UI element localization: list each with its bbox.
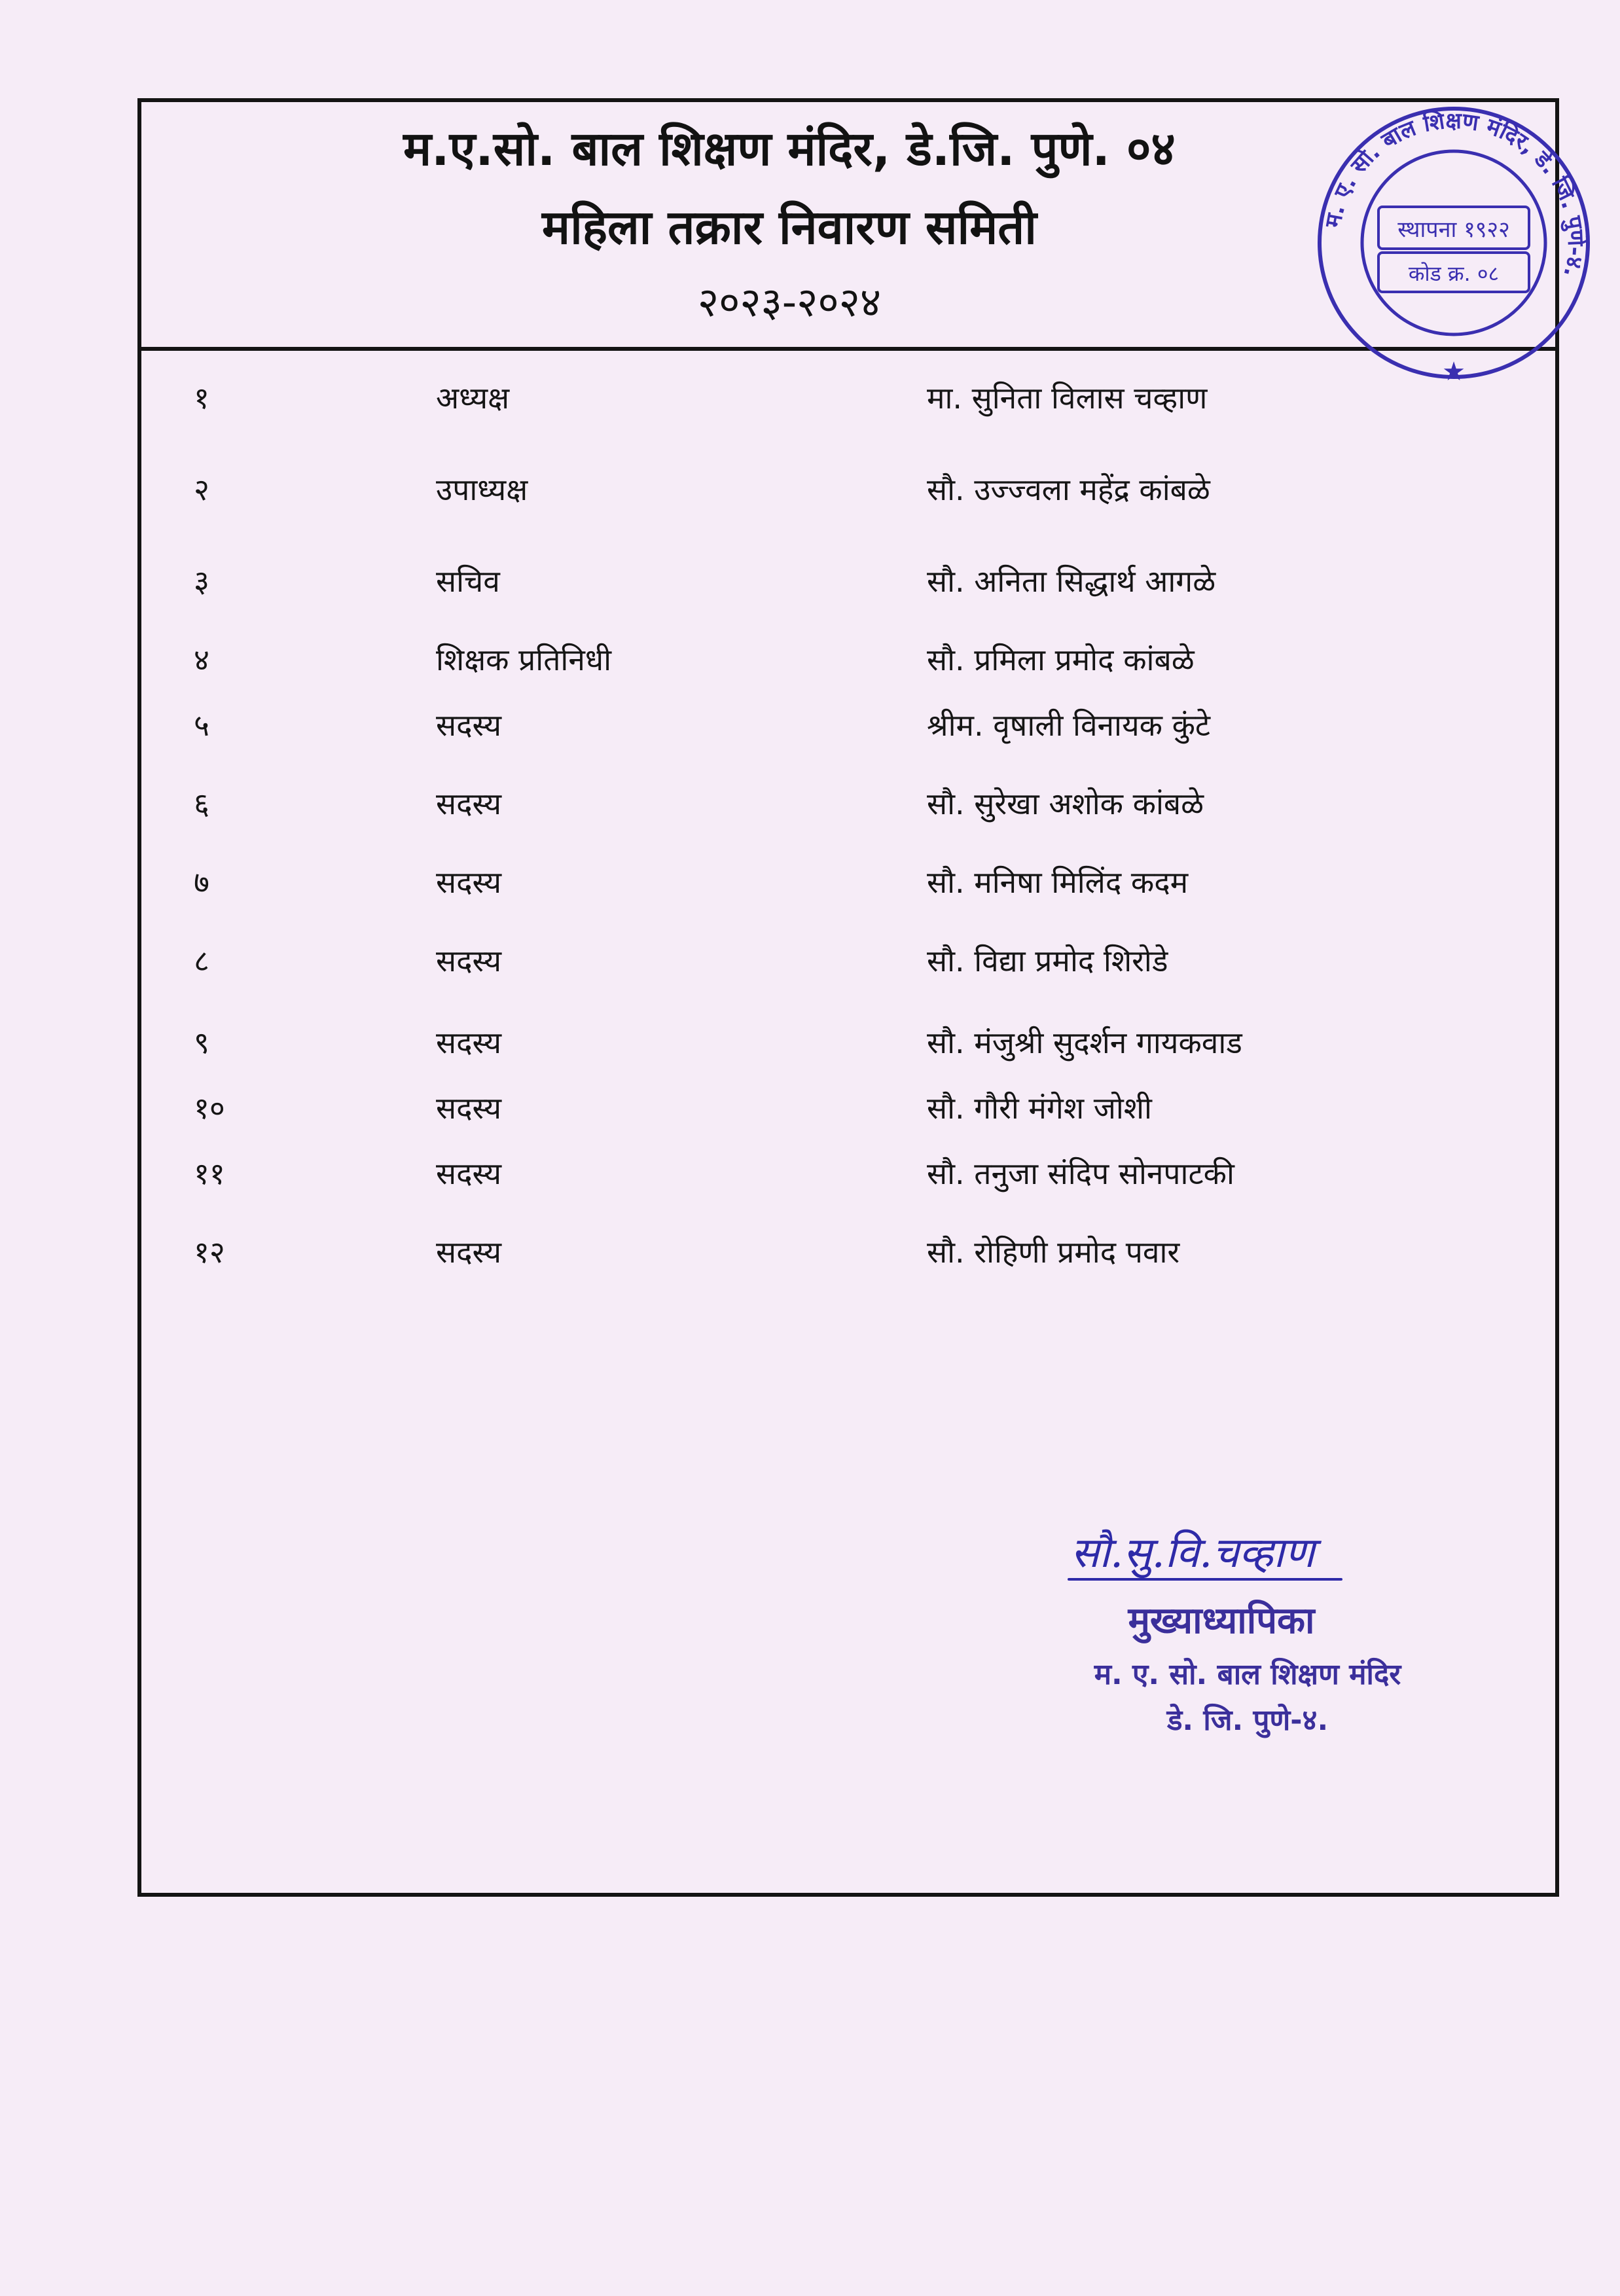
list-item xyxy=(141,1231,1555,1277)
member-name: मा. सुनिता विलास चव्हाण xyxy=(927,380,1208,416)
list-item xyxy=(141,1087,1555,1133)
stamp-ring-text: म. ए. सो. बाल शिक्षण मंदिर, डे. जि. पुणे-४. xyxy=(1320,107,1589,280)
member-name: सौ. तनुजा संदिप सोनपाटकी xyxy=(927,1156,1234,1191)
member-name: सौ. सुरेखा अशोक कांबळे xyxy=(927,786,1204,821)
member-number: ३ xyxy=(194,564,209,599)
member-number: ६ xyxy=(194,786,209,821)
member-name: सौ. मनिषा मिलिंद कदम xyxy=(927,865,1189,900)
member-name: सौ. मंजुश्री सुदर्शन गायकवाड xyxy=(927,1025,1242,1060)
member-number: १० xyxy=(194,1090,225,1126)
member-role: सदस्य xyxy=(436,708,502,743)
list-item xyxy=(141,469,1555,514)
member-role: उपाध्यक्ष xyxy=(436,472,528,507)
document-header xyxy=(141,102,1589,387)
signature-underline xyxy=(1068,1578,1342,1581)
member-number: २ xyxy=(194,472,209,507)
academic-year: २०२३-२०२४ xyxy=(697,278,882,326)
stamp-established: स्थापना १९२२ xyxy=(1397,217,1510,243)
member-role: सदस्य xyxy=(436,1156,502,1191)
member-name: सौ. विद्या प्रमोद शिरोडे xyxy=(927,943,1168,978)
member-number: ७ xyxy=(194,865,209,900)
list-item xyxy=(141,940,1555,986)
list-item xyxy=(141,377,1555,423)
signatory-title: मुख्याध्यापिका xyxy=(1128,1600,1315,1642)
list-item xyxy=(141,861,1555,907)
stamp-code: कोड क्र. ०८ xyxy=(1408,261,1500,286)
member-role: अध्यक्ष xyxy=(436,380,510,416)
member-number: १२ xyxy=(194,1234,225,1270)
member-number: ११ xyxy=(194,1156,225,1191)
member-number: ८ xyxy=(194,943,209,978)
member-name: सौ. प्रमिला प्रमोद कांबळे xyxy=(927,642,1195,677)
list-item xyxy=(141,1153,1555,1198)
member-number: ४ xyxy=(194,642,209,677)
member-role: सचिव xyxy=(436,564,500,599)
member-number: ९ xyxy=(194,1025,209,1060)
member-role: सदस्य xyxy=(436,1025,502,1060)
member-role: सदस्य xyxy=(436,865,502,900)
list-item xyxy=(141,639,1555,685)
list-item xyxy=(141,704,1555,750)
document-frame xyxy=(137,98,1589,1897)
member-role: सदस्य xyxy=(436,1234,502,1270)
school-seal-stamp xyxy=(1300,89,1608,397)
svg-text:म. ए. सो. बाल शिक्षण मंदिर, डे xyxy=(1320,107,1589,280)
signature-block xyxy=(973,1522,1496,1797)
list-item xyxy=(141,1022,1555,1067)
member-role: सदस्य xyxy=(436,786,502,821)
star-icon: ★ xyxy=(1442,357,1466,387)
signatory-place: डे. जि. पुणे-४. xyxy=(1166,1704,1329,1737)
member-role: सदस्य xyxy=(436,1090,502,1126)
signatory-organization: म. ए. सो. बाल शिक्षण मंदिर xyxy=(1094,1658,1401,1691)
member-name: सौ. रोहिणी प्रमोद पवार xyxy=(927,1234,1180,1270)
member-name: सौ. गौरी मंगेश जोशी xyxy=(927,1090,1152,1126)
member-number: १ xyxy=(194,380,209,416)
member-role: शिक्षक प्रतिनिधी xyxy=(436,642,612,677)
committee-title: महिला तक्रार निवारण समिती xyxy=(542,200,1037,255)
list-item xyxy=(141,783,1555,829)
member-role: सदस्य xyxy=(436,943,502,978)
handwritten-signature: सौ.सु.वि.चव्हाण xyxy=(1071,1529,1315,1577)
school-name: म.ए.सो. बाल शिक्षण मंदिर, डे.जि. पुणे. ०४ xyxy=(403,121,1176,176)
member-name: सौ. उज्ज्वला महेंद्र कांबळे xyxy=(927,472,1210,507)
member-name: श्रीम. वृषाली विनायक कुंटे xyxy=(927,708,1211,743)
member-number: ५ xyxy=(194,708,209,743)
list-item xyxy=(141,560,1555,606)
member-name: सौ. अनिता सिद्धार्थ आगळे xyxy=(927,564,1216,599)
